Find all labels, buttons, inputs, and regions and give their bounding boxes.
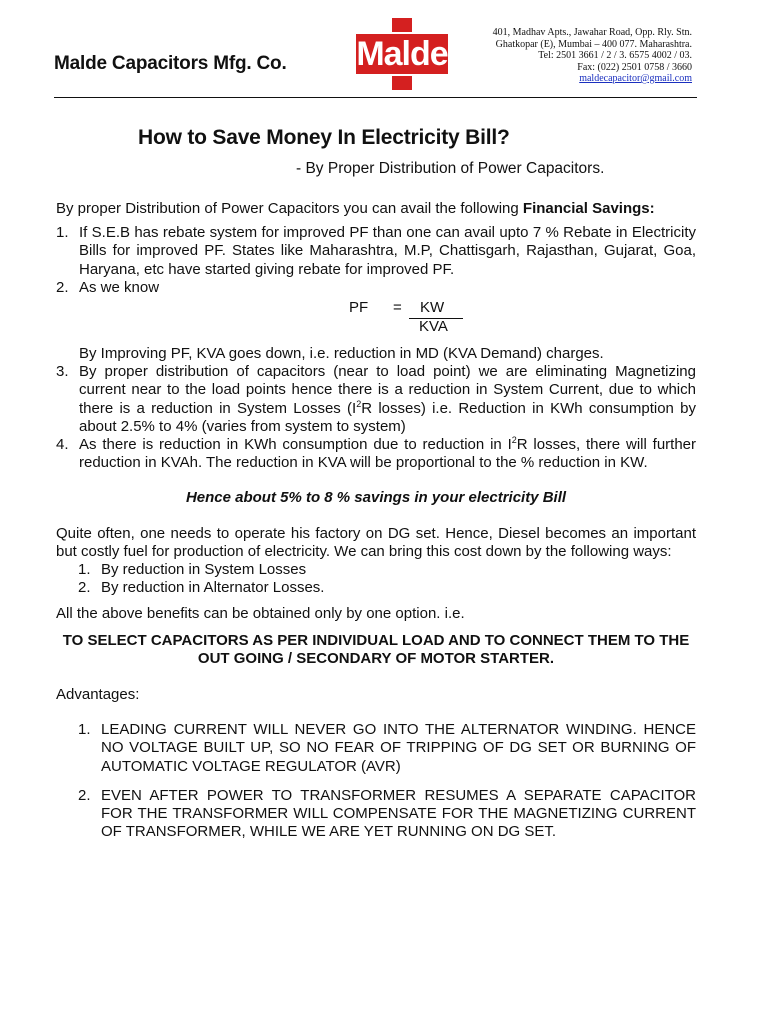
item-text: R losses) i.e. Reduction in KWh consumption by about 2.5% to 4% (varies from system to system): [79, 399, 696, 435]
benefits-line: All the above benefits can be obtained only by one option. i.e.: [56, 605, 465, 623]
pf-formula: [79, 299, 696, 343]
email-link[interactable]: maldecapacitor@gmail.com: [579, 73, 692, 84]
logo-top-bar: [392, 18, 412, 32]
formula-denominator: KVA: [419, 318, 448, 336]
advantages-label: Advantages:: [56, 686, 140, 704]
address-line: Ghatkopar (E), Mumbai – 400 077. Maharashtra.: [495, 38, 692, 50]
intro-bold: Financial Savings:: [522, 200, 655, 217]
item-text: By Improving PF, KVA goes down, i.e. reduction in MD (KVA Demand) charges.: [79, 345, 604, 363]
item-text: By reduction in System Losses: [101, 561, 307, 579]
fax-line: Fax: (022) 2501 0758 / 3660: [577, 61, 692, 73]
superscript: 2: [511, 435, 517, 446]
item-text: By reduction in Alternator Losses.: [101, 579, 325, 597]
item-number: 1.: [56, 224, 69, 242]
address-line: 401, Madhav Apts., Jawahar Road, Opp. Rly. Stn.: [492, 27, 692, 38]
item-text: EVEN AFTER POWER TO TRANSFORMER RESUMES A SEPARATE CAPACITOR FOR THE TRANSFORMER WILL COMPENSATE FOR THE MAGNETIZING CURRENT OF TRANSFORMER, WHILE WE ARE YET RUNNING ON DG SET.: [101, 786, 696, 841]
list-item: [78, 721, 696, 776]
intro-text: By proper Distribution of Power Capacitors you can avail the following: [56, 200, 523, 217]
item-text: If S.E.B has rebate system for improved PF than one can avail upto 7 % Rebate in Electricity Bills for improved PF. States like Maharashtra, M.P, Chattisgarh, Rajasthan, Gujarat, Goa, Haryana, etc have started giving rebate for improved PF.: [79, 224, 696, 278]
document-subtitle: - By Proper Distribution of Power Capacitors.: [296, 160, 605, 177]
document-body: [56, 200, 696, 841]
list-item: [78, 787, 696, 842]
logo-bottom-bar: [392, 76, 412, 90]
item-text: By proper distribution of capacitors (near to load point) we are eliminating Magnetizing current near to the load points hence there is a reduction in System Current, due to which there is a reduction in System Losses (I: [79, 363, 696, 417]
item-text: As we know: [79, 278, 160, 296]
item-text: LEADING CURRENT WILL NEVER GO INTO THE ALTERNATOR WINDING. HENCE NO VOLTAGE BUILT UP, SO NO FEAR OF TRIPPING OF DG SET OR BURNING OF AUTOMATIC VOLTAGE REGULATOR (AVR): [101, 721, 696, 775]
phone-line: Tel: 2501 3661 / 2 / 3. 6575 4002 / 03.: [538, 50, 692, 61]
item-number: 3.: [56, 363, 69, 381]
item-number: 2.: [78, 579, 91, 597]
item-number: 2.: [78, 786, 91, 804]
logo-wordmark: Malde: [356, 35, 448, 73]
item-number: 2.: [56, 278, 69, 296]
header-divider: [54, 97, 697, 98]
list-item: [78, 561, 696, 579]
intro-paragraph: [56, 200, 696, 218]
ways-list: [56, 561, 696, 597]
item-text: As there is reduction in KWh consumption due to reduction in I: [79, 436, 512, 454]
company-address: [493, 27, 692, 85]
list-item: [56, 436, 696, 472]
advantages-list: [56, 721, 696, 841]
item-text: R losses, there will further reduction in KVAh. The reduction in KVA will be proportional to the % reduction in KW.: [79, 436, 696, 472]
item-number: 1.: [78, 721, 91, 739]
savings-highlight: Hence about 5% to 8 % savings in your electricity Bill: [185, 489, 567, 507]
company-name: Malde Capacitors Mfg. Co.: [54, 53, 287, 74]
superscript: 2: [356, 398, 362, 409]
document-title: How to Save Money In Electricity Bill?: [138, 126, 510, 149]
select-instruction: TO SELECT CAPACITORS AS PER INDIVIDUAL LOAD AND TO CONNECT THEM TO THE OUT GOING / SECONDARY OF MOTOR STARTER.: [62, 631, 690, 667]
formula-pf: PF: [349, 299, 369, 317]
dg-paragraph: Quite often, one needs to operate his factory on DG set. Hence, Diesel becomes an important but costly fuel for production of electricity. We can bring this cost down by the following ways:: [56, 524, 696, 560]
savings-list: [56, 224, 696, 472]
list-item: [56, 363, 696, 436]
list-item: [56, 224, 696, 279]
formula-numerator: KW: [420, 299, 445, 317]
formula-equals: =: [393, 299, 402, 317]
list-item: [78, 579, 696, 597]
item-number: 1.: [78, 561, 91, 579]
list-item: [56, 279, 696, 363]
malde-logo: [356, 18, 448, 90]
item-number: 4.: [56, 436, 69, 454]
